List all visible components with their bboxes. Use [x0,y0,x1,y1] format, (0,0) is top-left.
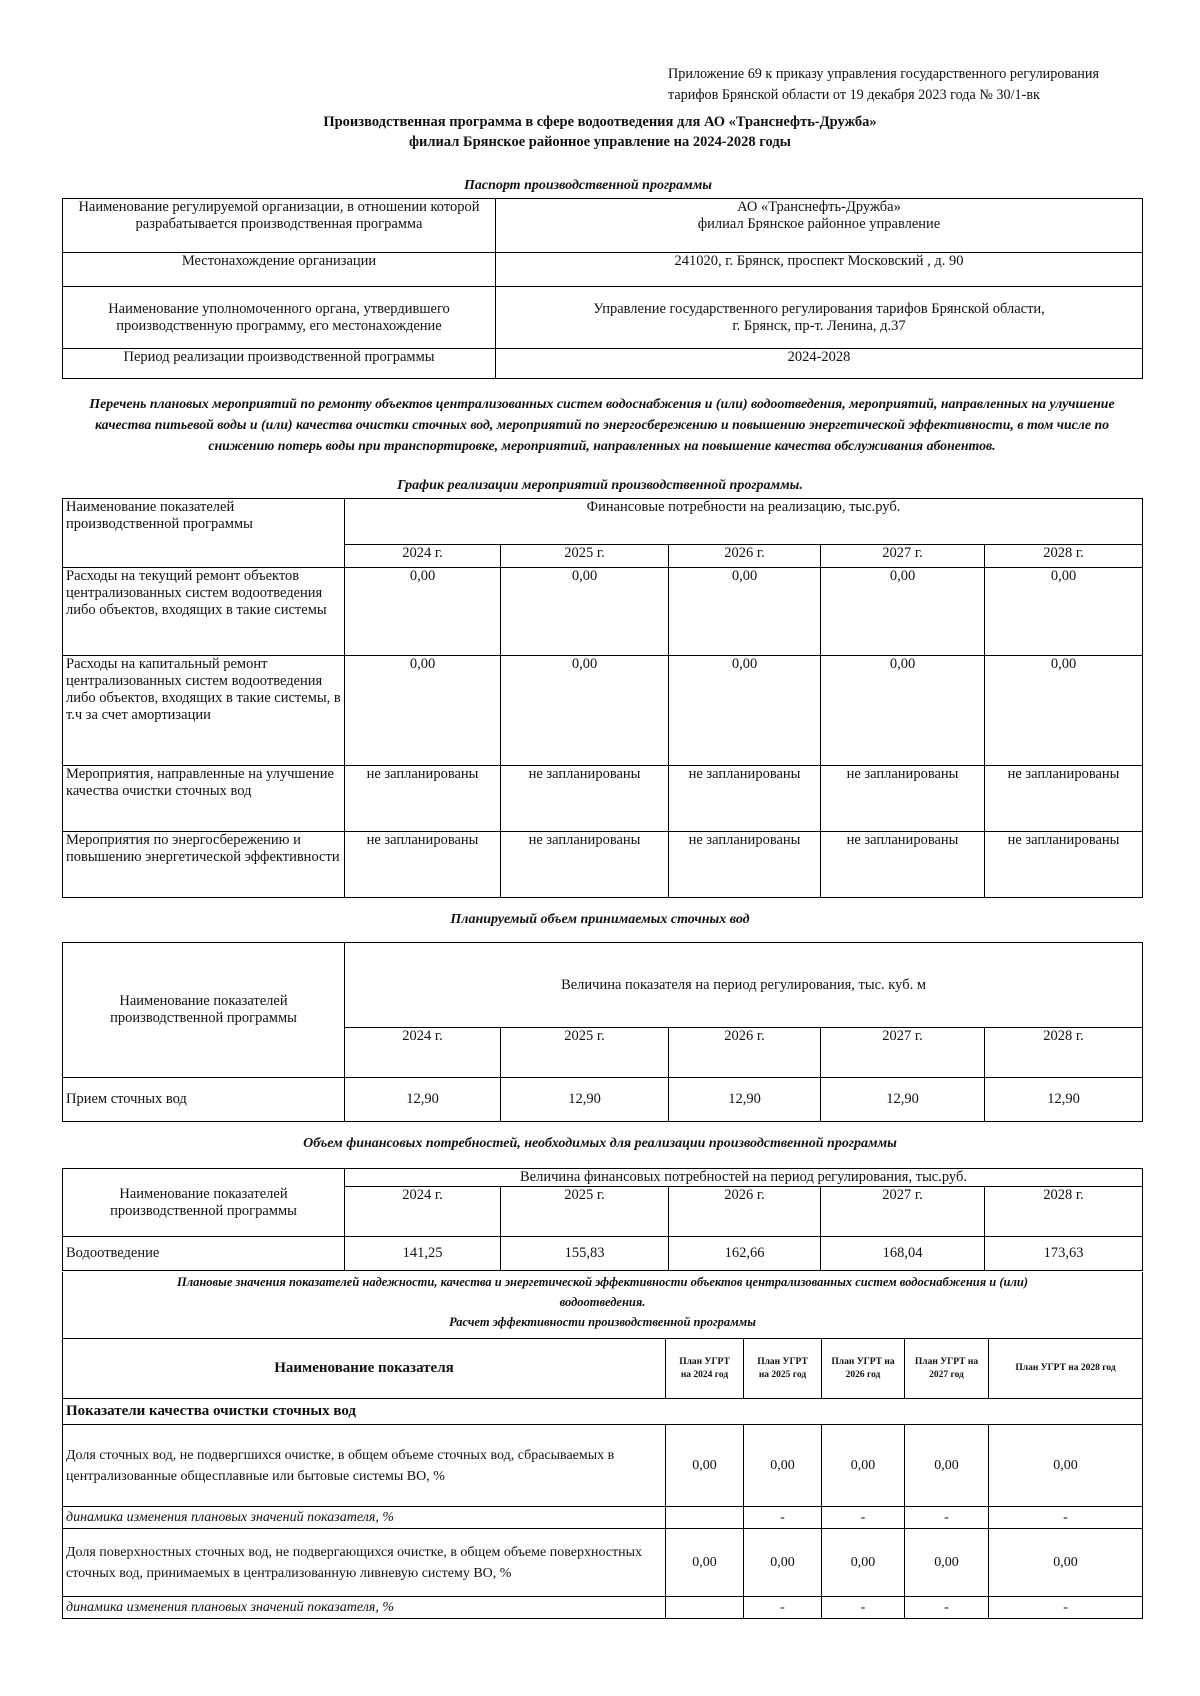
cell-value: - [989,1507,1143,1529]
table-row [63,766,1143,832]
table-row [63,656,1143,766]
efficiency-intro-line-2: водоотведения. [559,1295,646,1309]
efficiency-intro-line-1: Плановые значения показателей надежности, качества и энергетической эффективности объектов централизованных систем водоснабжения и (или) [176,1275,1029,1289]
plan-col-header: План УГРТ на 2028 год [989,1339,1143,1399]
passport-value: Управление государственного регулирования тарифов Брянской области, г. Брянск, пр-т. Ленина, д.37 [496,287,1143,349]
year-header: 2025 г. [501,1187,669,1237]
cell-value: 0,00 [669,656,821,766]
finance-col-name: Наименование показателей производственной программы [63,1169,345,1237]
cell-value: не запланированы [345,832,501,898]
passport-label: Наименование регулируемой организации, в отношении которой разрабатывается производственная программа [63,199,496,253]
measures-col-name: Наименование показателей производственной программы [63,499,345,568]
year-header: 2025 г. [501,545,669,568]
row-name: Расходы на капитальный ремонт централизованных систем водоотведения либо объектов, входящих в такие системы, в т.ч за счет амортизации [63,656,345,766]
cell-value: 0,00 [989,1529,1143,1597]
efficiency-intro [62,1272,1143,1338]
cell-value: 0,00 [501,656,669,766]
cell-value: 0,00 [821,656,985,766]
table-row [63,1078,1143,1122]
passport-value: 241020, г. Брянск, проспект Московский , д. 90 [496,253,1143,287]
cell-value: 0,00 [821,568,985,656]
plan-col-header: План УГРТ на 2026 год [822,1339,905,1399]
table-row [63,1425,1143,1507]
year-header: 2024 г. [345,545,501,568]
cell-value: 155,83 [501,1237,669,1271]
cell-value: 12,90 [501,1078,669,1122]
row-name: Расходы на текущий ремонт объектов централизованных систем водоотведения либо объектов, входящих в такие системы [63,568,345,656]
finance-caption: Объем финансовых потребностей, необходимых для реализации производственной программы [303,1136,897,1151]
cell-value: 12,90 [669,1078,821,1122]
passport-label: Наименование уполномоченного органа, утвердившего производственную программу, его местонахождение [63,287,496,349]
plan-col-header: План УГРТ на 2027 год [905,1339,989,1399]
cell-value: - [822,1507,905,1529]
cell-value: не запланированы [345,766,501,832]
finance-col-group: Величина финансовых потребностей на период регулирования, тыс.руб. [345,1169,1143,1187]
table-row [63,568,1143,656]
volume-col-group: Величина показателя на период регулирования, тыс. куб. м [345,943,1143,1028]
row-name: Мероприятия по энергосбережению и повышению энергетической эффективности [63,832,345,898]
measures-intro: Перечень плановых мероприятий по ремонту объектов централизованных систем водоснабжения и (или) водоотведения, мероприятий, направленных на улучшение качества питьевой воды и (или) качества очистки сточных вод, мероприятий по энергосбережению и повышению энергетической эффективности, в том числе по снижению потерь воды при транспортировке, мероприятий, направленных на повышение качества обслуживания абонентов. [89,396,1115,453]
table-row [63,1237,1143,1271]
cell-value: 12,90 [821,1078,985,1122]
cell-value: 0,00 [985,568,1143,656]
table-row [63,832,1143,898]
cell-value [666,1507,744,1529]
cell-value: 162,66 [669,1237,821,1271]
year-header: 2024 г. [345,1187,501,1237]
table-row [63,1529,1143,1597]
year-header: 2026 г. [669,545,821,568]
year-header: 2027 г. [821,1028,985,1078]
year-header: 2028 г. [985,545,1143,568]
passport-value: 2024-2028 [496,349,1143,379]
cell-value: 0,00 [822,1425,905,1507]
section-title: Показатели качества очистки сточных вод [63,1399,1143,1425]
row-name: Прием сточных вод [63,1078,345,1122]
document-title-line-1: Производственная программа в сфере водоотведения для АО «Транснефть-Дружба» [323,114,877,130]
cell-value: 0,00 [744,1425,822,1507]
cell-value: не запланированы [985,766,1143,832]
cell-value: - [822,1597,905,1619]
year-header: 2027 г. [821,1187,985,1237]
row-name: динамика изменения плановых значений показателя, % [63,1597,666,1619]
cell-value: - [744,1507,822,1529]
efficiency-caption: Расчет эффективности производственной программы [449,1315,756,1329]
year-header: 2028 г. [985,1187,1143,1237]
cell-value: 141,25 [345,1237,501,1271]
volume-col-name: Наименование показателей производственной программы [63,943,345,1078]
measures-col-group: Финансовые потребности на реализацию, тыс.руб. [345,499,1143,545]
table-row [63,1597,1143,1619]
passport-label: Период реализации производственной программы [63,349,496,379]
header-line-2: тарифов Брянской области от 19 декабря 2023 года № 30/1-вк [668,87,1040,103]
header-line-1: Приложение 69 к приказу управления государственного регулирования [668,66,1099,82]
passport-value: АО «Транснефть-Дружба» филиал Брянское районное управление [496,199,1143,253]
cell-value: 0,00 [666,1529,744,1597]
cell-value: не запланированы [985,832,1143,898]
plan-col-header: План УГРТ на 2024 год [666,1339,744,1399]
cell-value [666,1597,744,1619]
passport-table [62,198,1143,379]
cell-value: 0,00 [744,1529,822,1597]
cell-value: - [905,1507,989,1529]
measures-caption: График реализации мероприятий производственной программы. [397,478,803,493]
cell-value: 0,00 [345,656,501,766]
passport-caption: Паспорт производственной программы [463,178,713,193]
cell-value: 12,90 [345,1078,501,1122]
finance-table [62,1168,1143,1271]
efficiency-table [62,1338,1143,1619]
passport-label: Местонахождение организации [63,253,496,287]
cell-value: не запланированы [669,766,821,832]
cell-value: 0,00 [822,1529,905,1597]
cell-value: не запланированы [501,766,669,832]
cell-value: не запланированы [501,832,669,898]
cell-value: 173,63 [985,1237,1143,1271]
cell-value: 0,00 [666,1425,744,1507]
efficiency-col-name: Наименование показателя [63,1339,666,1399]
document-title-line-2: филиал Брянское районное управление на 2024-2028 годы [408,134,791,150]
document-header [668,64,1158,106]
cell-value: 0,00 [985,656,1143,766]
cell-value: не запланированы [821,832,985,898]
measures-table [62,498,1143,898]
cell-value: 0,00 [989,1425,1143,1507]
year-header: 2028 г. [985,1028,1143,1078]
cell-value: не запланированы [669,832,821,898]
year-header: 2025 г. [501,1028,669,1078]
year-header: 2026 г. [669,1028,821,1078]
cell-value: 168,04 [821,1237,985,1271]
cell-value: 0,00 [669,568,821,656]
row-name: Доля поверхностных сточных вод, не подвергающихся очистке, в общем объеме поверхностных сточных вод, принимаемых в централизованную ливневую систему ВО, % [63,1529,666,1597]
cell-value: 0,00 [501,568,669,656]
cell-value: 0,00 [345,568,501,656]
row-name: динамика изменения плановых значений показателя, % [63,1507,666,1529]
row-name: Доля сточных вод, не подвергшихся очистке, в общем объеме сточных вод, сбрасываемых в централизованные общесплавные или бытовые системы ВО, % [63,1425,666,1507]
cell-value: - [989,1597,1143,1619]
row-name: Водоотведение [63,1237,345,1271]
table-row [63,1507,1143,1529]
cell-value: 0,00 [905,1529,989,1597]
cell-value: не запланированы [821,766,985,832]
year-header: 2024 г. [345,1028,501,1078]
cell-value: - [905,1597,989,1619]
cell-value: 0,00 [905,1425,989,1507]
cell-value: - [744,1597,822,1619]
plan-col-header: План УГРТ на 2025 год [744,1339,822,1399]
year-header: 2027 г. [821,545,985,568]
volume-table [62,942,1143,1122]
cell-value: 12,90 [985,1078,1143,1122]
year-header: 2026 г. [669,1187,821,1237]
row-name: Мероприятия, направленные на улучшение качества очистки сточных вод [63,766,345,832]
volume-caption: Планируемый объем принимаемых сточных вод [450,912,750,927]
